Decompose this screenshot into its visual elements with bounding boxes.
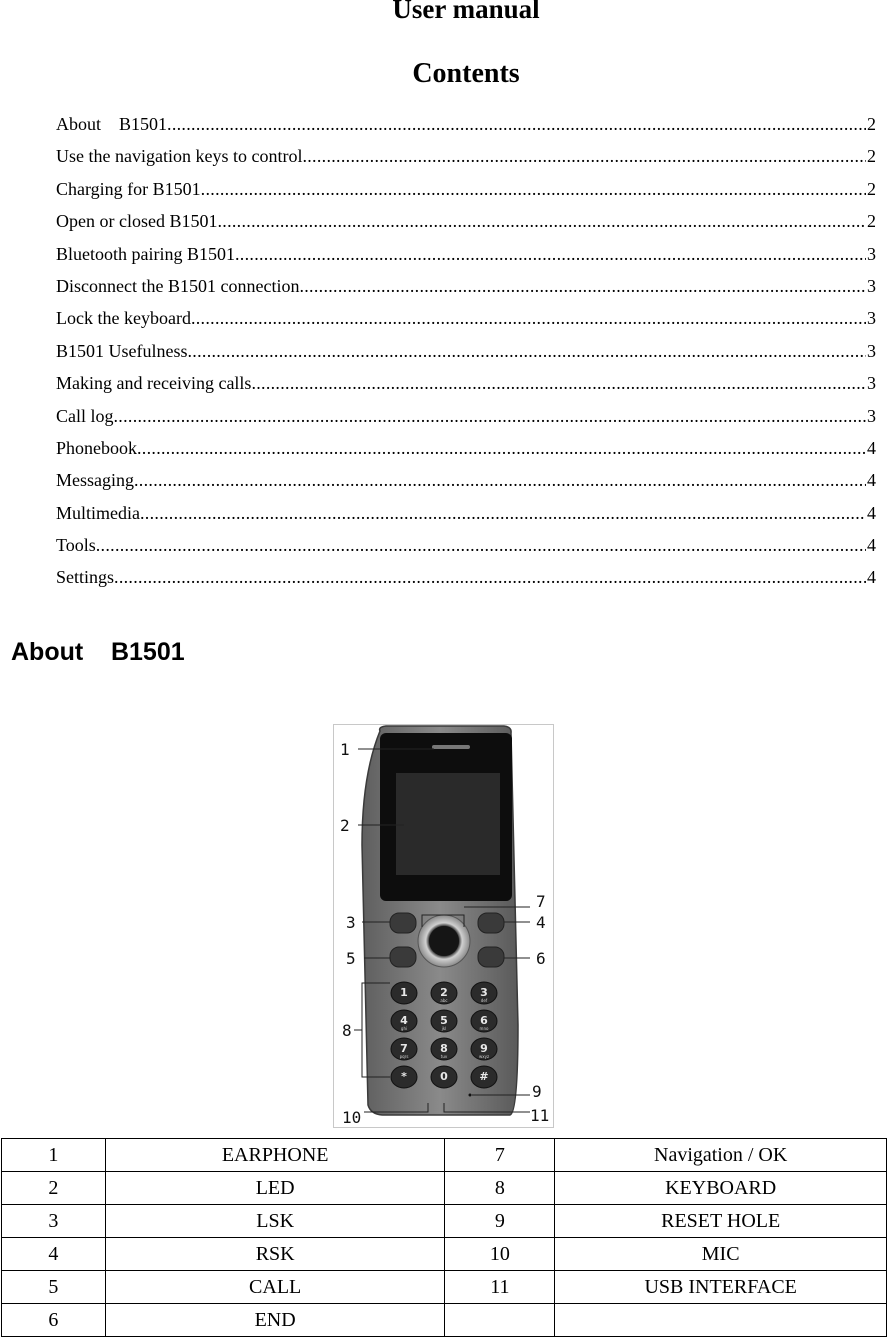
toc-entry[interactable]	[56, 178, 876, 210]
part-name	[555, 1304, 887, 1337]
section-heading-about: About B1501	[11, 638, 185, 666]
toc-entry[interactable]	[56, 210, 876, 242]
toc-leader-dots	[299, 275, 866, 297]
table-row	[2, 1238, 887, 1271]
toc-leader-dots	[137, 437, 866, 459]
keypad-key-letters: def	[480, 998, 488, 1003]
keypad-key-label: 1	[400, 986, 408, 999]
part-number: 3	[2, 1205, 106, 1238]
callout-number-3: 3	[346, 913, 356, 932]
toc-entry[interactable]	[56, 405, 876, 437]
toc-leader-dots	[201, 178, 866, 200]
toc-entry-page: 4	[867, 567, 876, 588]
toc-entry-page: 4	[867, 437, 876, 458]
toc-entry[interactable]	[56, 566, 876, 598]
toc-entry-label: Bluetooth pairing B1501	[56, 243, 235, 264]
toc-entry-page: 2	[867, 114, 876, 134]
keypad-key-label: 5	[440, 1014, 448, 1027]
reset-hole	[469, 1094, 472, 1097]
toc-entry-label: Open or closed B1501	[56, 211, 218, 232]
toc-entry-page: 3	[867, 243, 876, 264]
toc-entry-page: 2	[867, 178, 876, 199]
part-number: 10	[445, 1238, 555, 1271]
table-row	[2, 1271, 887, 1304]
toc-entry-page: 2	[867, 146, 876, 167]
end-key	[478, 947, 504, 967]
call-key	[390, 947, 416, 967]
part-number: 11	[445, 1271, 555, 1304]
toc-entry-page: 4	[867, 502, 876, 523]
keypad-key-label: 9	[480, 1042, 488, 1055]
earphone-slot	[432, 745, 470, 749]
ok-button	[429, 926, 459, 956]
table-row	[2, 1304, 887, 1337]
keypad-key-label: 7	[400, 1042, 408, 1055]
table-row	[2, 1139, 887, 1172]
right-soft-key	[478, 913, 504, 933]
part-name: RESET HOLE	[555, 1205, 887, 1238]
callout-number-6: 6	[536, 949, 546, 968]
toc-entry[interactable]	[56, 275, 876, 307]
part-number: 9	[445, 1205, 555, 1238]
toc-leader-dots	[134, 469, 866, 491]
toc-entry-label: Making and receiving calls	[56, 373, 252, 394]
toc-leader-dots	[188, 340, 867, 362]
toc-leader-dots	[114, 405, 867, 427]
toc-entry-page: 4	[867, 535, 876, 556]
toc-entry-page: 3	[867, 405, 876, 426]
part-number: 2	[2, 1172, 106, 1205]
callout-number-2: 2	[340, 816, 350, 835]
table-row	[2, 1172, 887, 1205]
toc-entry-label: Messaging	[56, 470, 134, 491]
toc-entry-label: Charging for B1501	[56, 178, 201, 199]
contents-heading: Contents	[412, 58, 520, 89]
toc-entry-label: B1501 Usefulness	[56, 340, 188, 361]
toc-entry-label: Use the navigation keys to control	[56, 146, 303, 167]
part-name: KEYBOARD	[555, 1172, 887, 1205]
keypad-key-letters: jkl	[441, 1026, 447, 1031]
callout-number-11: 11	[530, 1106, 550, 1125]
screen-display	[396, 773, 500, 875]
toc-entry-label: About B1501	[56, 114, 168, 134]
toc-entry-page: 3	[867, 340, 876, 361]
keypad-key-label: 6	[480, 1014, 488, 1027]
toc-leader-dots	[217, 210, 866, 232]
part-number: 1	[2, 1139, 106, 1172]
toc-leader-dots	[167, 113, 866, 135]
toc-leader-dots	[140, 502, 866, 524]
keypad-key-label: 8	[440, 1042, 448, 1055]
table-of-contents	[56, 113, 876, 599]
toc-entry[interactable]	[56, 340, 876, 372]
keypad-key-letters: ghi	[400, 1026, 408, 1031]
keypad-key-letters: mno	[479, 1026, 489, 1031]
parts-table	[1, 1138, 887, 1337]
toc-entry-page: 2	[867, 211, 876, 232]
toc-leader-dots	[191, 307, 866, 329]
keypad-key-label: #	[479, 1070, 489, 1083]
toc-entry[interactable]	[56, 113, 876, 145]
keypad-key-label: 2	[440, 986, 448, 999]
toc-entry-label: Call log	[56, 405, 114, 426]
toc-entry-label: Phonebook	[56, 437, 137, 458]
part-number: 7	[445, 1139, 555, 1172]
toc-entry-label: Lock the keyboard	[56, 308, 191, 329]
part-name: END	[105, 1304, 445, 1337]
toc-entry[interactable]	[56, 145, 876, 177]
part-number: 6	[2, 1304, 106, 1337]
toc-leader-dots	[251, 372, 866, 394]
callout-number-8: 8	[342, 1021, 352, 1040]
keypad-key-label: 0	[440, 1070, 448, 1083]
part-name: RSK	[105, 1238, 445, 1271]
callout-number-5: 5	[346, 949, 356, 968]
toc-entry[interactable]	[56, 469, 876, 501]
callout-number-10: 10	[342, 1108, 362, 1127]
phone-diagram	[333, 724, 554, 1128]
table-row	[2, 1205, 887, 1238]
part-number: 4	[2, 1238, 106, 1271]
part-number: 8	[445, 1172, 555, 1205]
keypad-key-letters: tuv	[440, 1054, 448, 1059]
part-name: EARPHONE	[105, 1139, 445, 1172]
toc-entry[interactable]	[56, 534, 876, 566]
toc-entry[interactable]	[56, 372, 876, 404]
part-name: LSK	[105, 1205, 445, 1238]
toc-entry[interactable]	[56, 243, 876, 275]
toc-leader-dots	[235, 243, 866, 265]
keypad-key-letters: wxyz	[478, 1054, 490, 1059]
toc-leader-dots	[302, 145, 866, 167]
document-title: User manual	[392, 0, 540, 24]
keypad-key-label: 4	[400, 1014, 408, 1027]
keypad-key-letters: abc	[440, 998, 448, 1003]
part-number	[445, 1304, 555, 1337]
keypad-key-label: 3	[480, 986, 488, 999]
toc-entry-page: 4	[867, 470, 876, 491]
toc-entry-label: Tools	[56, 535, 96, 556]
toc-leader-dots	[114, 566, 866, 588]
toc-entry-label: Settings	[56, 567, 115, 588]
phone-illustration	[334, 725, 553, 1127]
left-soft-key	[390, 913, 416, 933]
toc-entry-page: 3	[867, 308, 876, 329]
toc-entry[interactable]	[56, 307, 876, 339]
toc-entry[interactable]	[56, 437, 876, 469]
toc-entry-label: Disconnect the B1501 connection	[56, 275, 300, 296]
callout-number-9: 9	[532, 1082, 542, 1101]
callout-number-7: 7	[536, 892, 546, 911]
part-name: LED	[105, 1172, 445, 1205]
toc-leader-dots	[96, 534, 866, 556]
toc-entry-page: 3	[867, 373, 876, 394]
keypad-key-letters: pqrs	[399, 1054, 409, 1059]
callout-number-4: 4	[536, 913, 546, 932]
part-name: USB INTERFACE	[555, 1271, 887, 1304]
part-name: Navigation / OK	[555, 1139, 887, 1172]
toc-entry-label: Multimedia	[56, 502, 140, 523]
toc-entry-page: 3	[867, 275, 876, 296]
callout-number-1: 1	[340, 740, 350, 759]
part-name: MIC	[555, 1238, 887, 1271]
part-name: CALL	[105, 1271, 445, 1304]
toc-entry[interactable]	[56, 502, 876, 534]
part-number: 5	[2, 1271, 106, 1304]
keypad-key-label: *	[401, 1070, 407, 1083]
